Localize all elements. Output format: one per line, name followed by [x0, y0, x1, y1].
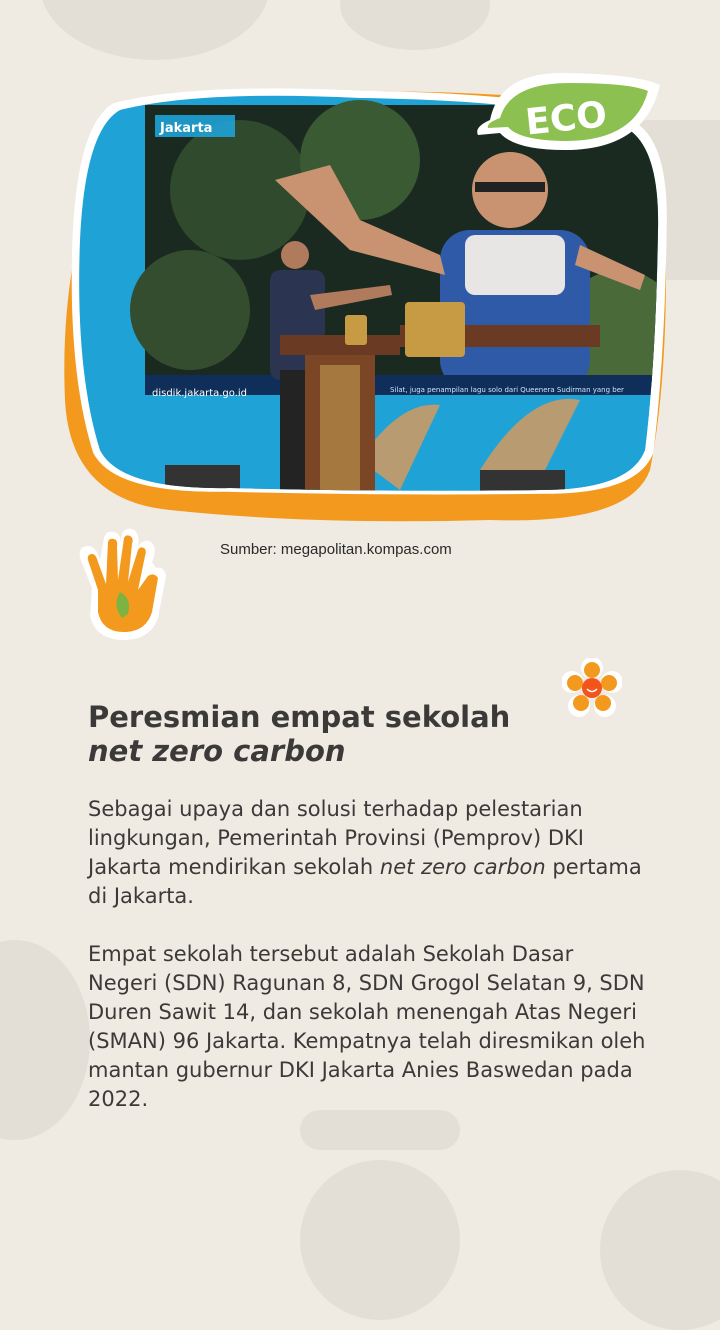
screen-brand-text: Jakarta [160, 121, 213, 136]
paragraph-schools: Empat sekolah tersebut adalah Sekolah Dasar Negeri (SDN) Ragunan 8, SDN Grogol Selatan 9, SDN Duren Sawit 14, dan sekolah menengah Atas Negeri (SMAN) 96 Jakarta. Kempatnya telah diresmikan oleh mantan gubernur DKI Jakarta Anies Baswedan pada 2022. [88, 942, 646, 1111]
screen-ticker-text: Silat, juga penampilan lagu solo dari Queenera Sudirman yang ber [390, 386, 624, 394]
screen-url-text: disdik.jakarta.go.id [152, 388, 248, 399]
paragraph-intro-end: pertama di Jakarta. [88, 855, 642, 908]
photo-source-caption: Sumber: megapolitan.kompas.com [220, 541, 452, 558]
paragraph-intro [88, 795, 648, 911]
eco-leaf-sticker [470, 55, 670, 169]
bg-blob [300, 1110, 460, 1150]
title-line-2: net zero carbon [88, 734, 346, 768]
bg-blob [600, 1170, 720, 1330]
paragraph-intro-text: Sebagai upaya dan solusi terhadap pelestarian lingkungan, Pemerintah Provinsi (Pemprov) DKI Jakarta mendirikan sekolah [88, 797, 584, 879]
bg-blob [300, 1160, 460, 1320]
flower-sticker [562, 658, 622, 722]
eco-text: ECO [523, 94, 609, 144]
bg-blob [340, 0, 490, 50]
bg-blob [40, 0, 270, 60]
bg-blob [0, 940, 90, 1140]
title-line-1: Peresmian empat sekolah [88, 700, 511, 734]
paragraph-intro-italic: net zero carbon [379, 855, 546, 879]
page-title [88, 700, 510, 768]
hand-leaf-sticker [72, 528, 172, 652]
